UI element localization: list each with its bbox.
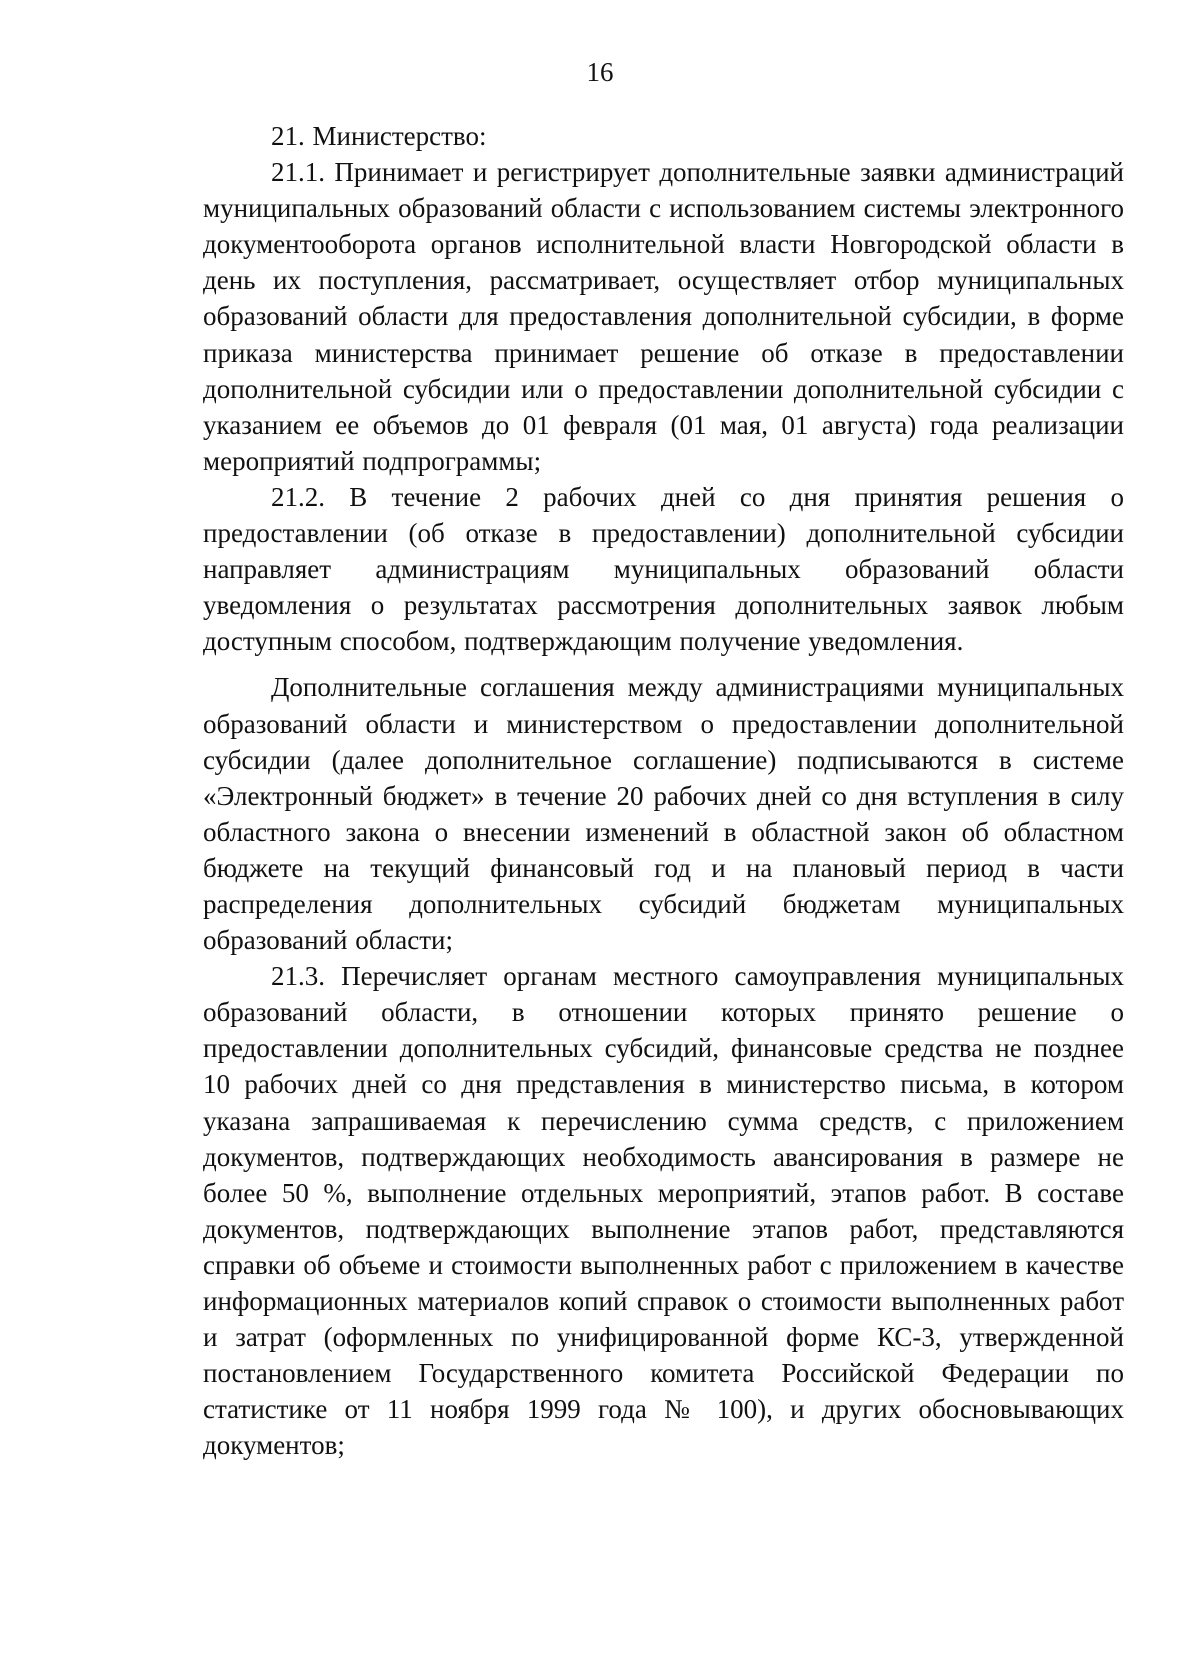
- document-body: [203, 118, 1124, 1463]
- page-number: 16: [586, 57, 614, 87]
- paragraph-21-2: 21.2. В течение 2 рабочих дней со дня принятия решения о предоставлении (об отказе в предоставлении) дополнительной субсидии направляет администрациям муниципальных образований области уведомления о результатах рассмотрения дополнительных заявок любым доступным способом, подтверждающим получение уведомления.: [203, 481, 1124, 657]
- paragraph-21-heading: 21. Министерство:: [271, 121, 487, 151]
- paragraph-21-1: 21.1. Принимает и регистрирует дополнительные заявки администраций муниципальных образований области с использованием системы электронного документооборота органов исполнительной власти Новгородской области в день их поступления, рассматривает, осуществляет отбор муниципальных образований области для предоставления дополнительной субсидии, в форме приказа министерства принимает решение об отказе в предоставлении дополнительной субсидии или о предоставлении дополнительной субсидии с указанием ее объемов до 01 февраля (01 мая, 01 августа) года реализации мероприятий подпрограммы;: [203, 157, 1124, 476]
- paragraph-additional-agreements: Дополнительные соглашения между администрациями муниципальных образований области и министерством о предоставлении дополнительной субсидии (далее дополнительное соглашение) подписываются в системе «Электронный бюджет» в течение 20 рабочих дней со дня вступления в силу областного закона о внесении изменений в областной закон об областном бюджете на текущий финансовый год и на плановый период в части распределения дополнительных субсидий бюджетам муниципальных образований области;: [203, 672, 1124, 956]
- paragraph-21-3: 21.3. Перечисляет органам местного самоуправления муниципальных образований области, в отношении которых принято решение о предоставлении дополнительных субсидий, финансовые средства не позднее 10 рабочих дней со дня представления в министерство письма, в котором указана запрашиваемая к перечислению сумма средств, с приложением документов, подтверждающих необходимость авансирования в размере не более 50 %, выполнение отдельных мероприятий, этапов работ. В составе документов, подтверждающих выполнение этапов работ, представляются справки об объеме и стоимости выполненных работ с приложением в качестве информационных материалов копий справок о стоимости выполненных работ и затрат (оформленных по унифицированной форме КС-3, утвержденной постановлением Государственного комитета Российской Федерации по статистике от 11 ноября 1999 года № 100), и других обосновывающих документов;: [203, 961, 1124, 1461]
